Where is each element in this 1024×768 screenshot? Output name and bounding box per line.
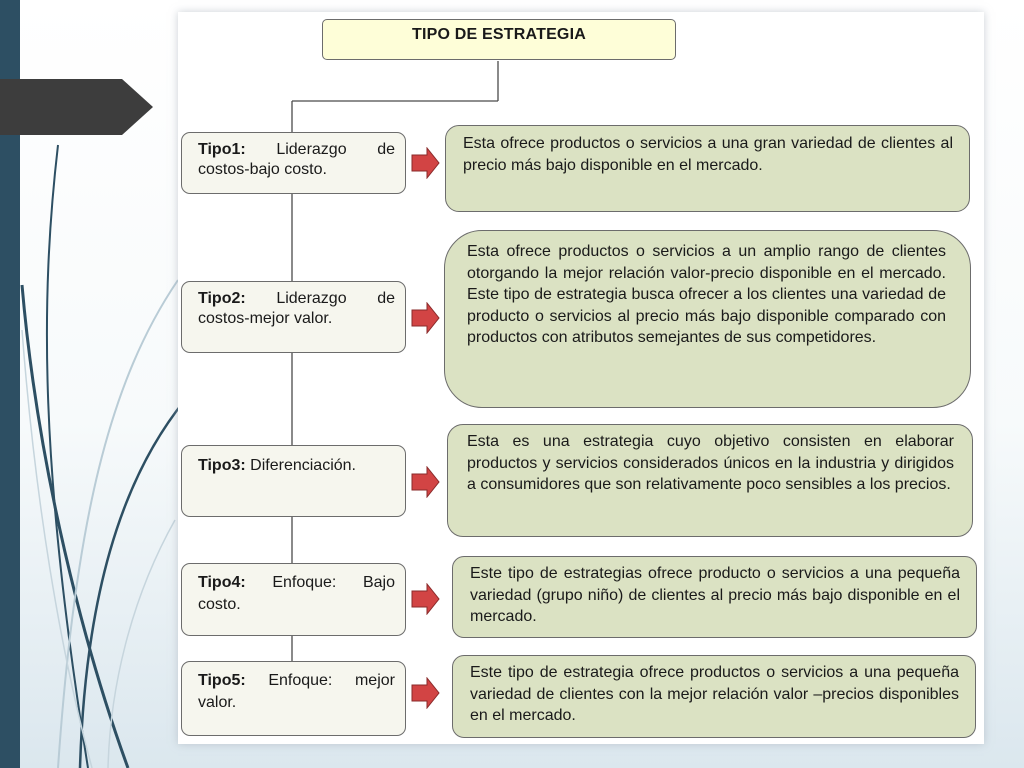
strategy-type-name: Liderazgo de costos-mejor valor. <box>198 290 395 327</box>
strategy-description-2: Esta ofrece productos o servicios a un amplio rango de clientes otorgando la mejor relación valor-precio disponible en el mercado. Este tipo de estrategia busca ofrecer a los clientes una variedad de producto o servicios al precio más bajo disponible comparado con productos con atributos semejantes de sus competidores. <box>444 230 971 408</box>
diagram-title: TIPO DE ESTRATEGIA <box>322 19 676 60</box>
strategy-type-3 <box>181 445 406 517</box>
strategy-description-1: Esta ofrece productos o servicios a una gran variedad de clientes al precio más bajo disponible en el mercado. <box>445 125 970 212</box>
strategy-type-name: Enfoque: mejor valor. <box>198 672 395 711</box>
strategy-type-2 <box>181 281 406 353</box>
strategy-type-5 <box>181 661 406 736</box>
strategy-type-4 <box>181 563 406 636</box>
strategy-type-name: Enfoque: Bajo costo. <box>198 574 395 613</box>
strategy-type-label: Tipo2: <box>198 290 246 307</box>
right-arrow-icon <box>411 302 441 334</box>
strategy-description-5: Este tipo de estrategia ofrece productos o servicios a una pequeña variedad de clientes con la mejor relación valor –precios disponibles en el mercado. <box>452 655 976 738</box>
right-arrow-icon <box>411 677 441 709</box>
right-arrow-icon <box>411 147 441 179</box>
strategy-type-label: Tipo4: <box>198 574 246 591</box>
strategy-description-4: Este tipo de estrategias ofrece producto o servicios a una pequeña variedad (grupo niño) de clientes al precio más bajo disponible en el mercado. <box>452 556 977 638</box>
strategy-type-label: Tipo3: <box>198 457 246 474</box>
right-arrow-icon <box>411 583 441 615</box>
strategy-type-label: Tipo1: <box>198 141 246 158</box>
strategy-type-label: Tipo5: <box>198 672 246 689</box>
strategy-type-name: Liderazgo de costos-bajo costo. <box>198 141 395 178</box>
strategy-type-1 <box>181 132 406 194</box>
right-arrow-icon <box>411 466 441 498</box>
strategy-type-name: Diferenciación. <box>250 457 356 474</box>
strategy-description-3: Esta es una estrategia cuyo objetivo consisten en elaborar productos y servicios considerados únicos en la industria y dirigidos a consumidores que son relativamente poco sensibles a los precios. <box>447 424 973 537</box>
